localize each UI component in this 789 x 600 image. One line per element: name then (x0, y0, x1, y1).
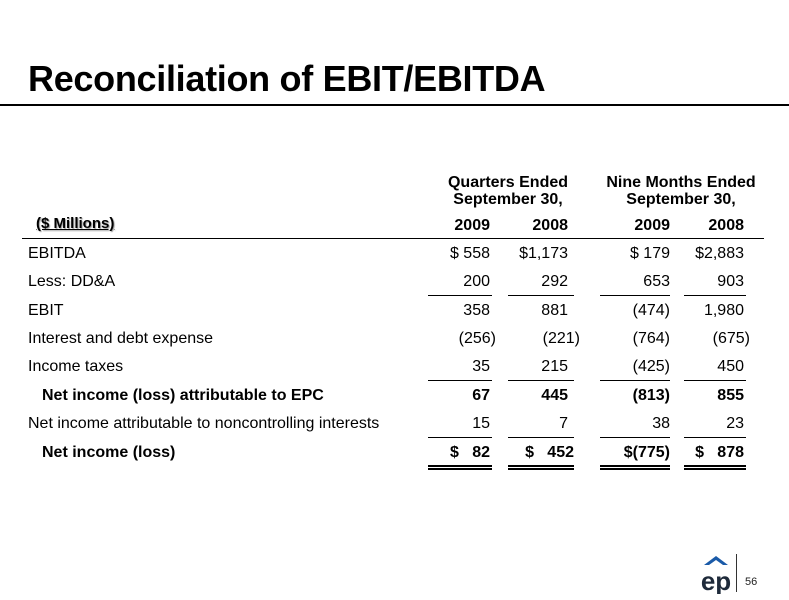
table-cell: $ 179 (629, 245, 670, 262)
total-double-rule (428, 465, 492, 470)
table-cell: $2,883 (695, 245, 744, 262)
table-cell: $ 558 (449, 245, 490, 262)
subtotal-rule (600, 295, 670, 296)
table-cell: (675) (712, 330, 750, 347)
group-header-quarters (430, 174, 586, 208)
row-label: Net income (loss) (42, 444, 176, 461)
ep-logo (694, 554, 738, 594)
table-cell: $ 452 (525, 444, 574, 461)
logo-divider (736, 554, 737, 592)
subtotal-rule (600, 437, 670, 438)
group-header-line2: September 30, (453, 191, 563, 208)
subtotal-rule (428, 380, 492, 381)
units-label: ($ Millions) (36, 215, 115, 232)
table-cell: (813) (632, 387, 670, 404)
group-header-line2: September 30, (626, 191, 736, 208)
total-double-rule (684, 465, 746, 470)
column-header: 2008 (532, 217, 568, 234)
subtotal-rule (428, 437, 492, 438)
column-header: 2008 (708, 217, 744, 234)
header-divider (22, 238, 764, 239)
subtotal-rule (684, 380, 746, 381)
row-label: EBITDA (28, 245, 86, 262)
table-cell: $1,173 (519, 245, 568, 262)
row-label: EBIT (28, 302, 64, 319)
table-cell: 38 (652, 415, 670, 432)
table-cell: 15 (472, 415, 490, 432)
table-cell: 855 (717, 387, 744, 404)
column-header: 2009 (454, 217, 490, 234)
group-header-nine-months (596, 174, 766, 208)
table-cell: 1,980 (703, 302, 744, 319)
row-label: Income taxes (28, 358, 124, 375)
table-cell: 292 (541, 273, 568, 290)
table-cell: 358 (463, 302, 490, 319)
table-cell: 7 (559, 415, 568, 432)
subtotal-rule (508, 437, 574, 438)
subtotal-rule (508, 295, 574, 296)
total-double-rule (508, 465, 574, 470)
table-cell: (425) (632, 358, 670, 375)
total-double-rule (600, 465, 670, 470)
subtotal-rule (428, 295, 492, 296)
subtotal-rule (508, 380, 574, 381)
subtotal-rule (684, 437, 746, 438)
column-header: 2009 (634, 217, 670, 234)
table-cell: 215 (541, 358, 568, 375)
table-cell: $(775) (623, 444, 670, 461)
table-cell: 881 (541, 302, 568, 319)
table-cell: 23 (726, 415, 744, 432)
table-cell: 653 (643, 273, 670, 290)
group-header-line1: Nine Months Ended (606, 174, 756, 191)
table-cell: 903 (717, 273, 744, 290)
row-label: Interest and debt expense (28, 330, 214, 347)
row-label: Less: DD&A (28, 273, 116, 290)
table-cell: 445 (541, 387, 568, 404)
table-cell: (256) (458, 330, 496, 347)
subtotal-rule (600, 380, 670, 381)
subtotal-rule (684, 295, 746, 296)
title-divider (0, 104, 789, 106)
table-cell: 67 (472, 387, 490, 404)
group-header-line1: Quarters Ended (447, 174, 569, 191)
table-cell: 450 (717, 358, 744, 375)
logo-text: ep (700, 566, 732, 594)
row-label: Net income (loss) attributable to EPC (42, 387, 324, 404)
table-cell: (764) (632, 330, 670, 347)
table-cell: $ 82 (449, 444, 490, 461)
table-cell: 200 (463, 273, 490, 290)
table-cell: (221) (542, 330, 580, 347)
page-title: Reconciliation of EBIT/EBITDA (28, 58, 546, 99)
row-label: Net income attributable to noncontrolling interests (28, 415, 380, 432)
table-cell: (474) (632, 302, 670, 319)
table-cell: 35 (472, 358, 490, 375)
table-cell: $ 878 (695, 444, 744, 461)
page-number: 56 (745, 576, 758, 588)
